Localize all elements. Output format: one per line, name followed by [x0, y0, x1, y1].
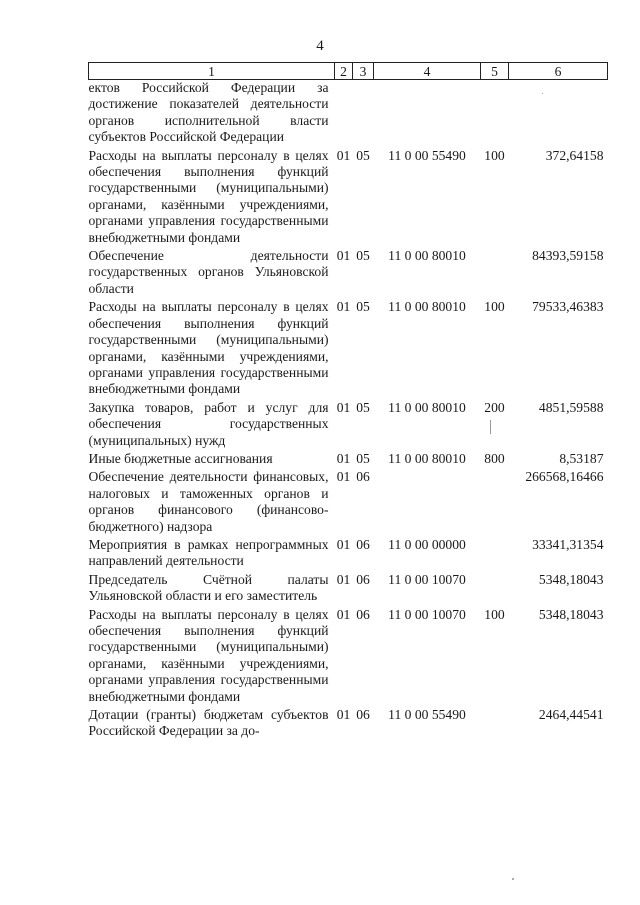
expense-type-cell: 100 — [484, 147, 505, 163]
target-article-cell: 11 0 00 80010 — [388, 299, 466, 315]
amount-cell: 84393,59158 — [532, 248, 604, 264]
expense-type-cell — [481, 248, 509, 299]
target-article-cell: 11 0 00 10070 — [388, 606, 466, 622]
amount-cell: 79533,46383 — [532, 299, 604, 315]
section-code-cell: 01 — [336, 450, 351, 466]
section-code-cell: 01 — [336, 399, 351, 415]
subsection-code-cell: 05 — [356, 399, 370, 415]
expense-type-cell — [481, 572, 509, 607]
subsection-code-cell: 05 — [356, 450, 370, 466]
amount-cell: 8,53187 — [559, 450, 604, 466]
expense-type-cell — [481, 537, 509, 572]
expense-type-cell: 100 — [484, 299, 505, 315]
section-code-cell: 01 — [336, 707, 351, 723]
expense-type-cell — [481, 80, 509, 148]
amount-cell: 2464,44541 — [538, 707, 604, 723]
expense-type-cell: 200 — [484, 399, 505, 415]
column-header: 2 — [335, 63, 353, 80]
expense-type-cell — [481, 707, 509, 742]
section-code-cell: 01 — [336, 606, 351, 622]
amount-cell: 33341,31354 — [532, 536, 604, 552]
target-article-cell — [374, 80, 481, 148]
target-article-cell: 11 0 00 80010 — [388, 450, 466, 466]
target-article-cell: 11 0 00 80010 — [388, 248, 466, 264]
section-code-cell: 01 — [336, 536, 351, 552]
table-row — [89, 400, 608, 451]
row-name-cell: ектов Российской Федерации за достижение показателей деятельности органов исполнительной власти субъектов Российской Федерации — [88, 80, 329, 145]
scan-artifact-dot — [512, 878, 514, 880]
table-row — [89, 469, 608, 537]
section-code-cell: 01 — [336, 571, 351, 587]
table-row — [89, 537, 608, 572]
expense-type-cell — [481, 469, 509, 537]
amount-cell — [509, 80, 608, 148]
table-row — [89, 707, 608, 742]
section-code-cell — [335, 80, 353, 148]
subsection-code-cell: 06 — [356, 707, 370, 723]
amount-cell: 5348,18043 — [538, 606, 604, 622]
table-row — [89, 248, 608, 299]
section-code-cell: 01 — [336, 299, 351, 315]
budget-table — [88, 62, 608, 742]
subsection-code-cell: 06 — [356, 606, 370, 622]
table-row — [89, 607, 608, 707]
row-name-cell: Расходы на выплаты персоналу в целях обеспечения выполнения функций государственными (муниципальными) органами, казёнными учреждениями, органами управления государственными внебюджетными фондами — [88, 606, 329, 704]
target-article-cell: 11 0 00 10070 — [388, 571, 466, 587]
subsection-code-cell: 06 — [356, 469, 370, 485]
section-code-cell: 01 — [336, 147, 351, 163]
subsection-code-cell: 06 — [356, 571, 370, 587]
column-header: 3 — [353, 63, 374, 80]
target-article-cell: 11 0 00 00000 — [388, 536, 466, 552]
column-header: 5 — [481, 63, 509, 80]
row-name-cell: Иные бюджетные ассигнования — [88, 450, 273, 466]
row-name-cell: Председатель Счётной палаты Ульяновской области и его заместитель — [88, 571, 329, 604]
target-article-cell: 11 0 00 80010 — [388, 399, 466, 415]
section-code-cell: 01 — [336, 469, 351, 485]
expense-type-cell: 800 — [484, 450, 505, 466]
target-article-cell — [374, 469, 481, 537]
amount-cell: 372,64158 — [545, 147, 604, 163]
target-article-cell: 11 0 00 55490 — [388, 147, 466, 163]
amount-cell: 4851,59588 — [538, 399, 604, 415]
scan-artifact-line — [490, 420, 491, 434]
subsection-code-cell: 06 — [356, 536, 370, 552]
section-code-cell: 01 — [336, 248, 351, 264]
column-header: 6 — [509, 63, 608, 80]
subsection-code-cell: 05 — [356, 248, 370, 264]
row-name-cell: Закупка товаров, работ и услуг для обеспечения государственных (муниципальных) нужд — [88, 399, 329, 448]
subsection-code-cell: 05 — [356, 147, 370, 163]
subsection-code-cell: 05 — [356, 299, 370, 315]
column-header: 4 — [374, 63, 481, 80]
table-header-row — [89, 63, 608, 80]
table-row — [89, 80, 608, 148]
table-row — [89, 572, 608, 607]
row-name-cell: Мероприятия в рамках непрограммных направлений деятельности — [88, 536, 329, 569]
row-name-cell: Обеспечение деятельности государственных органов Ульяновской области — [88, 248, 329, 296]
target-article-cell: 11 0 00 55490 — [388, 707, 466, 723]
expense-type-cell: 100 — [484, 606, 505, 622]
row-name-cell: Расходы на выплаты персоналу в целях обеспечения выполнения функций государственными (муниципальными) органами, казёнными учреждениями, органами управления государственными внебюджетными фондами — [88, 147, 329, 245]
subsection-code-cell — [353, 80, 374, 148]
amount-cell: 5348,18043 — [538, 571, 604, 587]
row-name-cell: Дотации (гранты) бюджетам субъектов Российской Федерации за до- — [88, 707, 329, 739]
table-row — [89, 148, 608, 248]
row-name-cell: Расходы на выплаты персоналу в целях обеспечения выполнения функций государственными (муниципальными) органами, казёнными учреждениями, органами управления государственными внебюджетными фондами — [88, 299, 329, 397]
table-row — [89, 299, 608, 399]
scan-artifact-dot — [542, 93, 543, 94]
amount-cell: 266568,16466 — [525, 469, 604, 485]
table-row — [89, 451, 608, 469]
page-number: 4 — [316, 38, 324, 54]
row-name-cell: Обеспечение деятельности финансовых, налоговых и таможенных органов и органов финансового (финансово-бюджетного) надзора — [88, 469, 329, 534]
column-header: 1 — [89, 63, 335, 80]
